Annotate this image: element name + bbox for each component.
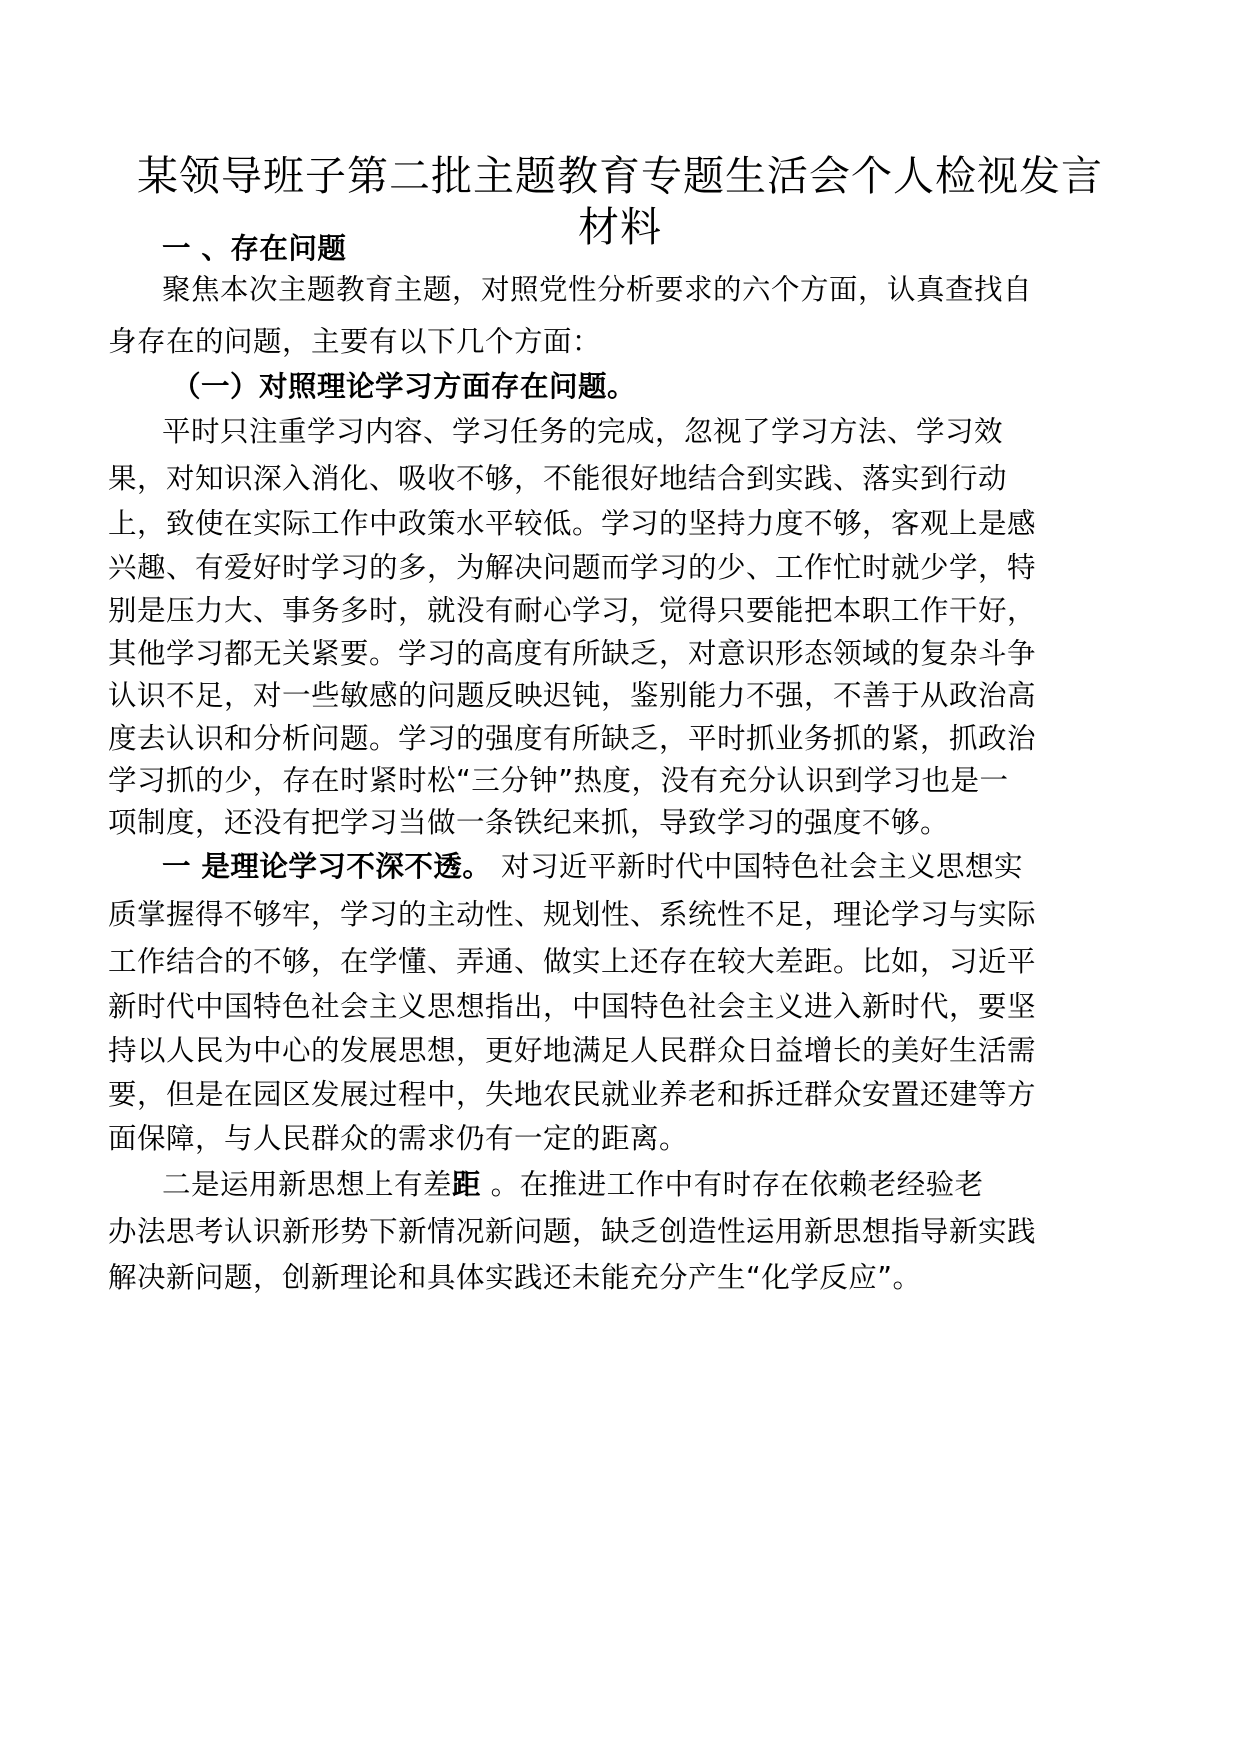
body-line: 解决新问题，创新理论和具体实践还未能充分产生“化学反应”。 [108,1261,922,1294]
body-line: 项制度，还没有把学习当做一条铁纪来抓，导致学习的强度不够。 [108,806,950,839]
body-line: 学习抓的少，存在时紧时松“三分钟”热度，没有充分认识到学习也是一 [108,764,1009,797]
body-line: 聚焦本次主题教育主题，对照党性分析要求的六个方面，认真查找自 [162,273,1033,306]
body-line: 兴趣、有爱好时学习的多，为解决问题而学习的少、工作忙时就少学，特 [108,551,1037,584]
body-line: 质掌握得不够牢，学习的主动性、规划性、系统性不足，理论学习与实际 [108,898,1037,931]
body-line: 新时代中国特色社会主义思想指出，中国特色社会主义进入新时代，要坚 [108,990,1037,1023]
document-title-line-2: 材料 [578,203,662,251]
body-line: 度去认识和分析问题。学习的强度有所缺乏，平时抓业务抓的紧，抓政治 [108,722,1037,755]
body-line: 面保障，与人民群众的需求仍有一定的距离。 [108,1122,689,1155]
body-line: 其他学习都无关紧要。学习的高度有所缺乏，对意识形态领域的复杂斗争 [108,637,1037,670]
body-line: 持以人民为中心的发展思想，更好地满足人民群众日益增长的美好生活需 [108,1034,1037,1067]
body-line: 上，致使在实际工作中政策水平较低。学习的坚持力度不够，客观上是感 [108,507,1037,540]
body-line: 认识不足，对一些敏感的问题反映迟钝，鉴别能力不强，不善于从政治高 [108,679,1037,712]
body-line: 别是压力大、事务多时，就没有耐心学习，觉得只要能把本职工作干好， [108,594,1037,627]
point-two-heading-bold: 距 [452,1168,482,1201]
document-title-line-1: 某领导班子第二批主题教育专题生活会个人检视发言 [137,152,1103,200]
body-line: 工作结合的不够，在学懂、弄通、做实上还存在较大差距。比如，习近平 [108,945,1037,978]
section-heading: 一 、存在问题 [162,232,347,265]
point-one-line [162,850,1023,884]
body-line: 身存在的问题，主要有以下几个方面： [108,325,602,358]
body-line: 平时只注重学习内容、学习任务的完成，忽视了学习方法、学习效 [162,415,1004,448]
subsection-heading: （一）对照理论学习方面存在问题。 [172,370,637,403]
body-line: 要，但是在园区发展过程中，失地农民就业养老和拆迁群众安置还建等方 [108,1078,1037,1111]
body-line: 果，对知识深入消化、吸收不够，不能很好地结合到实践、落实到行动 [108,462,1008,495]
point-two-heading: 二是运用新思想上有差 [162,1168,453,1201]
point-two-text: 。在推进工作中有时存在依赖老经验老 [481,1168,984,1201]
point-one-text: 对习近平新时代中国特色社会主义思想实 [491,850,1023,883]
body-line: 办法思考认识新形势下新情况新问题，缺乏创造性运用新思想指导新实践 [108,1215,1037,1248]
point-one-heading: 一 是理论学习不深不透。 [162,850,492,883]
point-two-line [162,1168,984,1202]
